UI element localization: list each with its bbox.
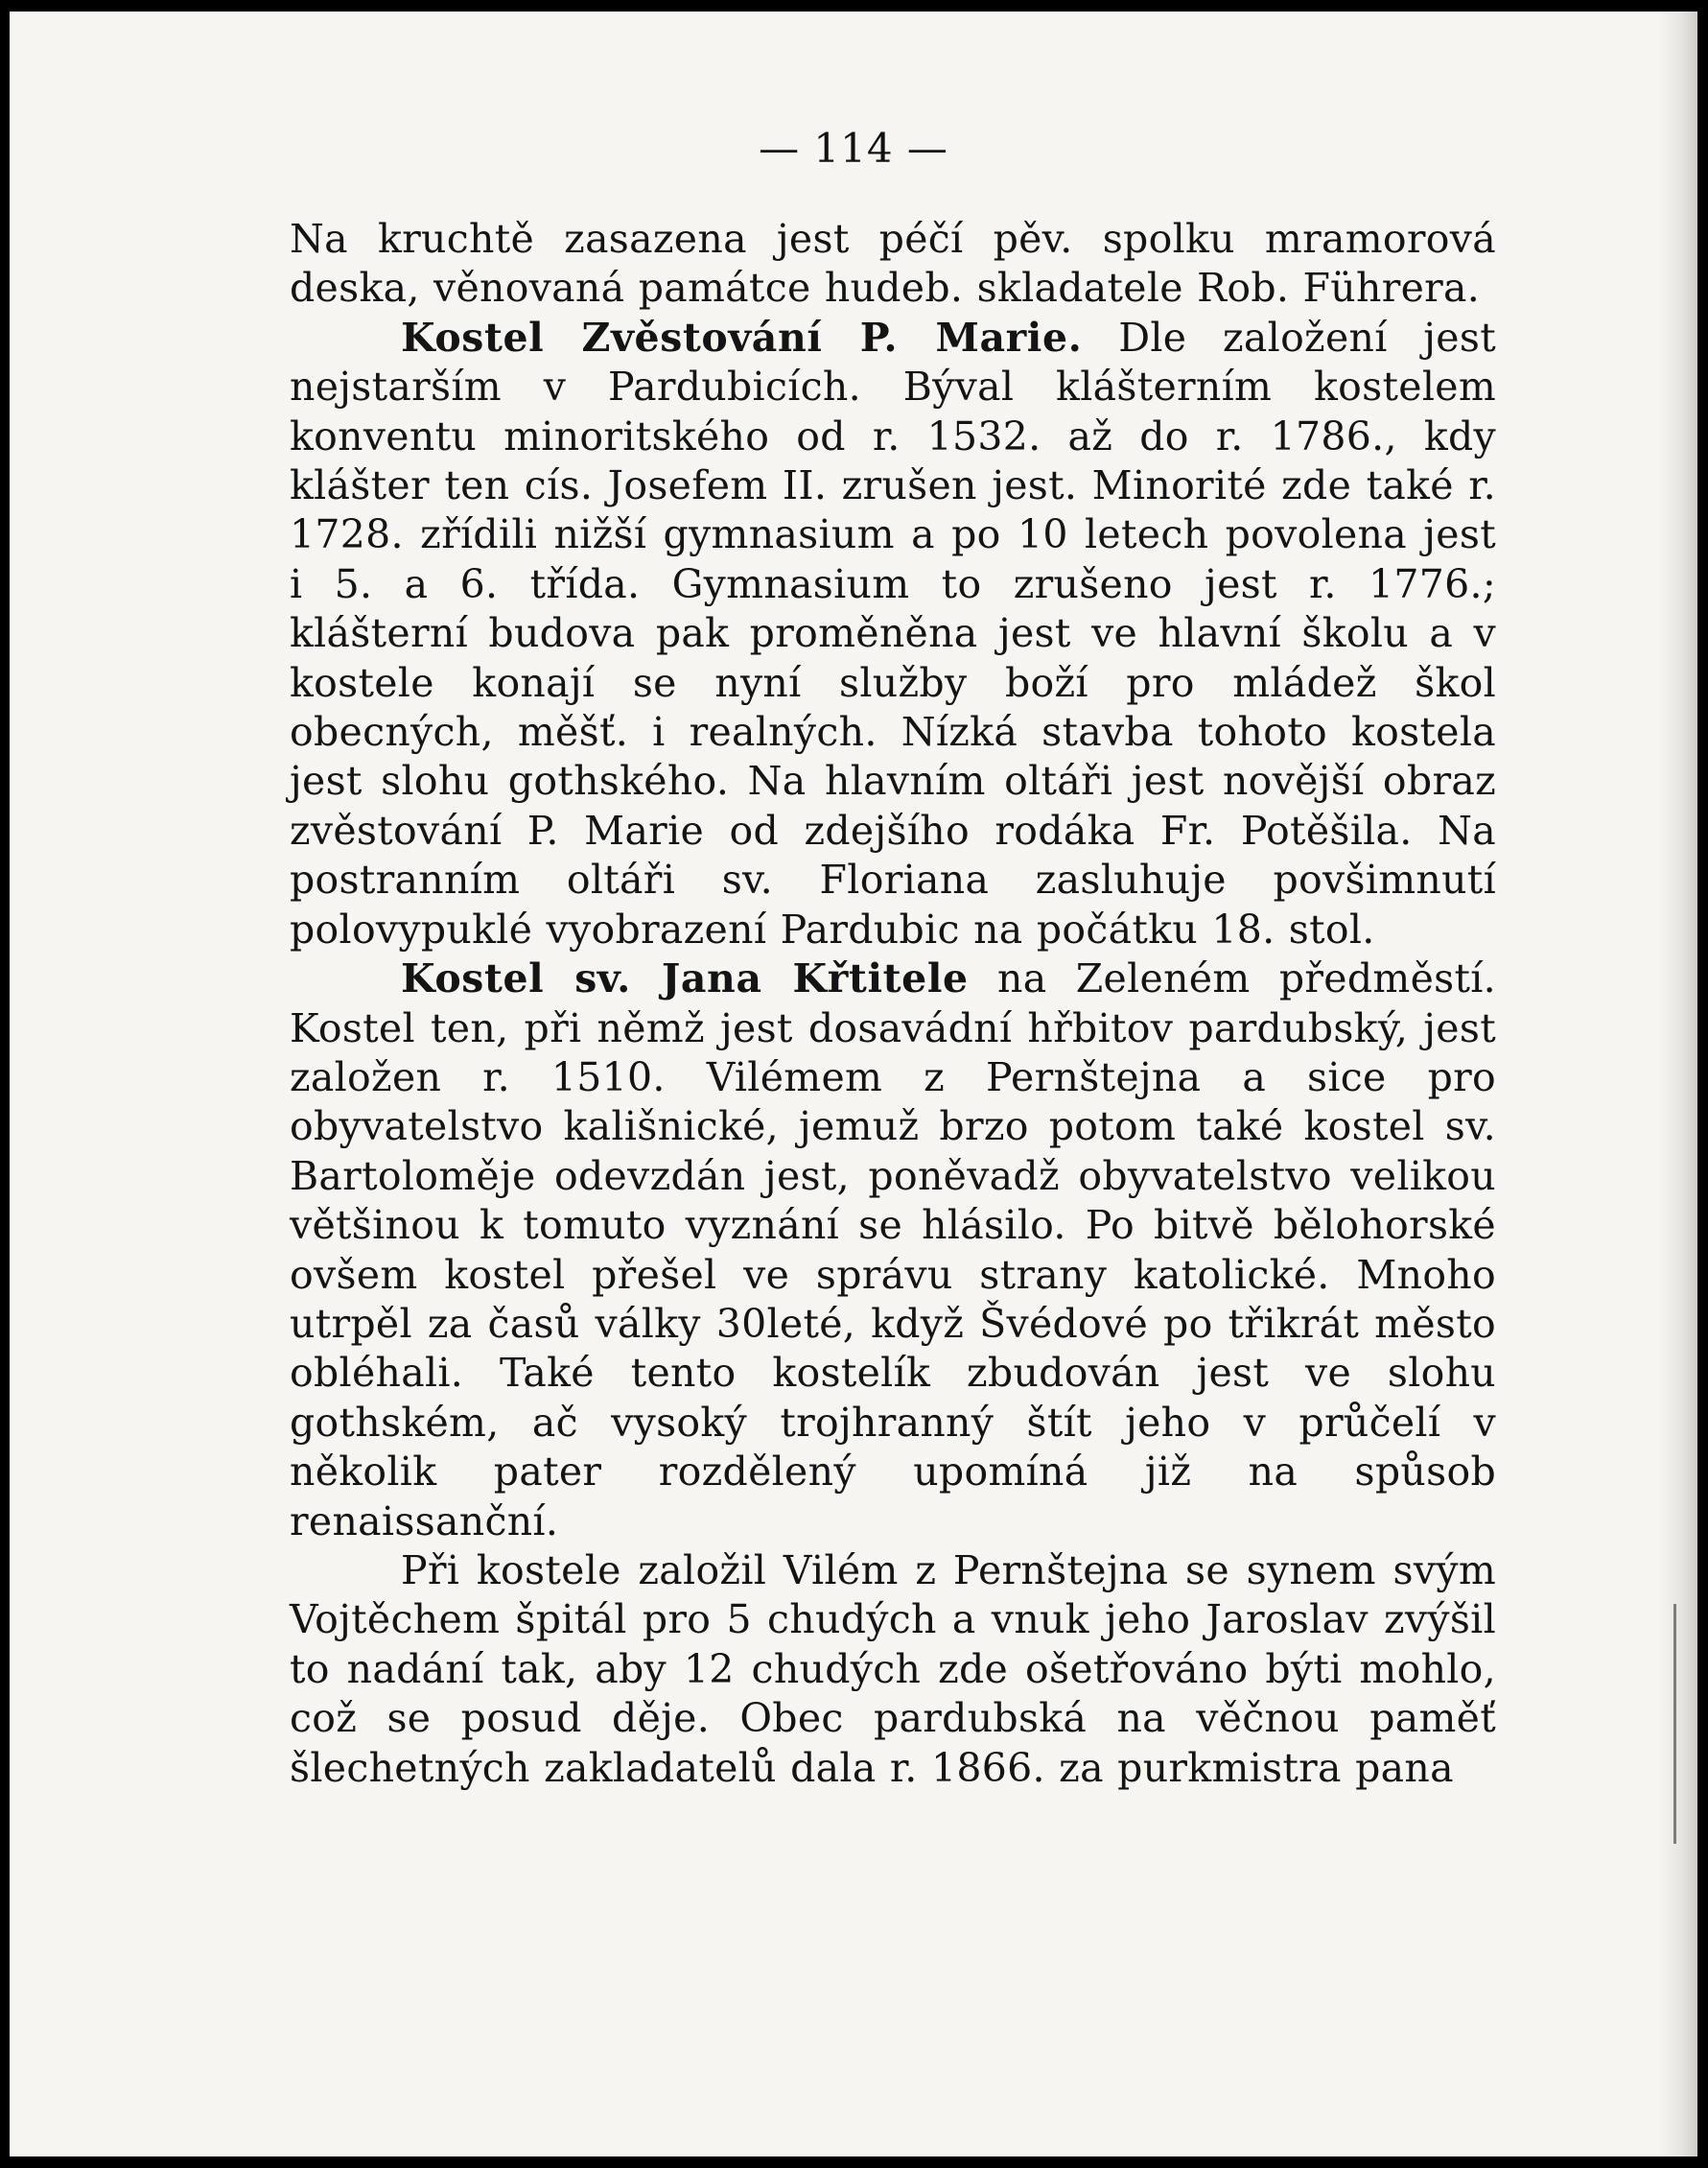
page-binding-edge — [1659, 12, 1697, 2156]
paragraph-text: Dle založení jest nejstarším v Pardubicích. Býval klášterním kostelem konventu minoritského od r. 1532. až do r. 1786., kdy klášter ten cís. Josefem II. zrušen jest. Minorité zde také r. 1728. zřídili nižší gymnasium a po 10 letech povolena jest i 5. a 6. třída. Gymnasium to zrušeno jest r. 1776.; klášterní budova pak proměněna jest ve hlavní školu a v kostele konají se nyní služby boží pro mládež škol obecných, měšť. i realných. Nízká stavba tohoto kostela jest slohu gothského. Na hlavním oltáři jest novější obraz zvěstování P. Marie od zdejšího rodáka Fr. Potěšila. Na postranním oltáři sv. Floriana zasluhuje povšimnutí polovypuklé vyobrazení Pardubic na počátku 18. stol. — [290, 314, 1496, 953]
paragraph-text: Na kruchtě zasazena jest péčí pěv. spolku mramorová deska, věnovaná památce hudeb. skladatele Rob. Führera. — [290, 216, 1496, 312]
paragraph-text: na Zeleném předměstí. Kostel ten, při němž jest dosavádní hřbitov pardubský, jest založen r. 1510. Vilémem z Pernštejna a sice pro obyvatelstvo kališnické, jemuž brzo potom také kostel sv. Bartoloměje odevzdán jest, poněvadž obyvatelstvo velikou většinou k tomuto vyznání se hlásilo. Po bitvě bělohorské ovšem kostel přešel ve správu strany katolické. Mnoho utrpěl za časů války 30leté, když Švédové po třikrát město obléhali. Také tento kostelík zbudován jest ve slohu gothském, ač vysoký trojhranný štít jeho v průčelí v několik pater rozdělený upomíná již na spůsob renaissanční. — [290, 955, 1496, 1544]
paragraph-text: Při kostele založil Vilém z Pernštejna se synem svým Vojtěchem špitál pro 5 chudých a vnuk jeho Jaroslav zvýšil to nadání tak, aby 12 chudých zde ošetřováno býti mohlo, což se posud děje. Obec pardubská na věčnou paměť šlechetných zakladatelů dala r. 1866. za purkmistra pana — [290, 1546, 1496, 1791]
paragraph-kostel-zvestovani — [290, 314, 1496, 954]
section-heading-kostel-zvestovani: Kostel Zvěstování P. Marie. — [401, 314, 1083, 361]
page-body — [290, 215, 1496, 1793]
paragraph-spital — [290, 1546, 1496, 1793]
paragraph-kostel-jana-krtitele — [290, 954, 1496, 1546]
page-number: — 114 — — [759, 125, 948, 172]
binding-mark — [1673, 1604, 1676, 1844]
section-heading-kostel-jana-krtitele: Kostel sv. Jana Křtitele — [401, 955, 969, 1002]
paragraph-kruchta — [290, 215, 1496, 314]
book-page — [10, 12, 1697, 2156]
